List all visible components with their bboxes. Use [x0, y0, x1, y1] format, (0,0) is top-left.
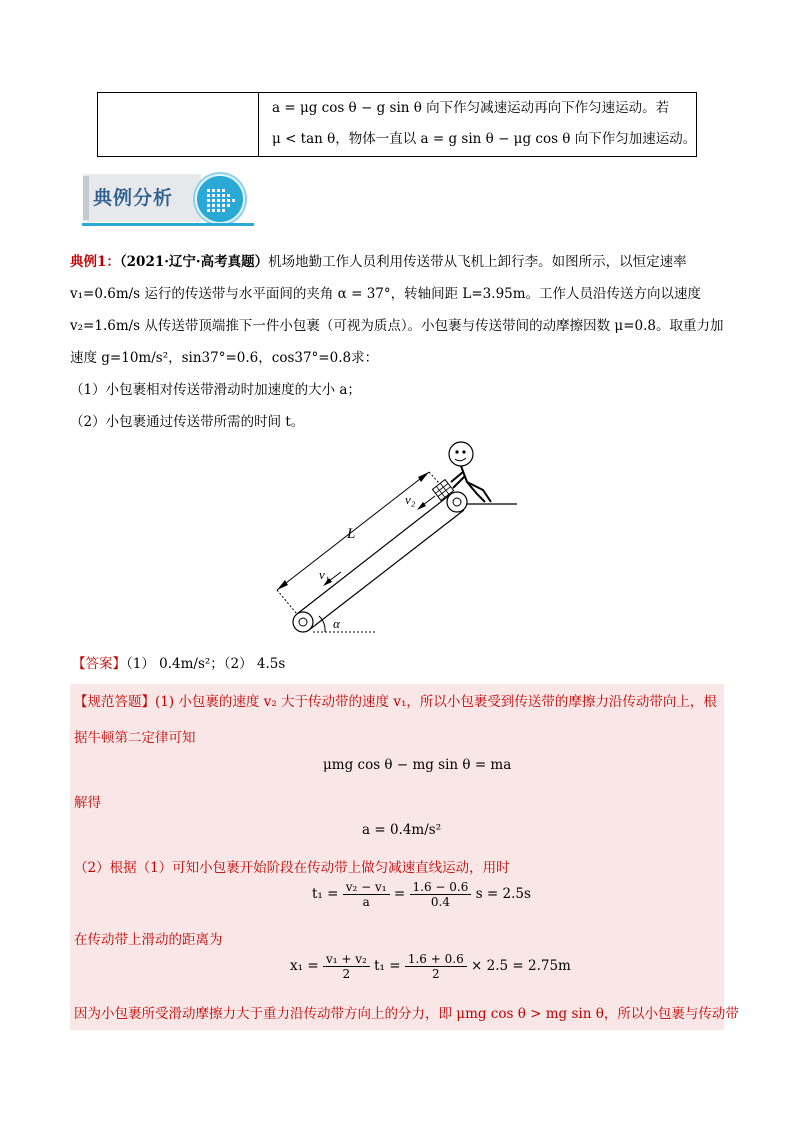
equation-1: μmg cos θ − mg sin θ = ma [323, 757, 512, 773]
eq4-den1: 2 [342, 967, 351, 981]
eq3-den2: 0.4 [430, 895, 450, 909]
example-label: 典例1： [70, 254, 120, 270]
eq4-num1: v₁ + v₂ [323, 952, 370, 967]
belt-top-edge [297, 494, 451, 614]
length-arrow-top [418, 472, 429, 482]
section-banner [83, 170, 253, 226]
example-source: （2021·辽宁·高考真题） [119, 254, 269, 270]
banner-shade [83, 176, 89, 220]
example-line-3: v₂=1.6m/s 从传送带顶端推下一件小包裹（可视为质点）。小包裹与传送带间的动摩擦因数 μ=0.8。取重力加 [70, 318, 724, 334]
eq3-num2: 1.6 − 0.6 [410, 880, 472, 895]
top-roller-axle [453, 498, 461, 506]
example-line-2: v₁=0.6m/s 运行的传送带与水平面间的夹角 α = 37°，转轴间距 L=3.95m。工作人员沿传送方向以速度 [70, 286, 702, 302]
eq3-rhs: s = 2.5s [475, 886, 531, 902]
length-ext-bottom [277, 590, 297, 614]
label-alpha: α [333, 616, 340, 631]
question-1: （1）小包裹相对传送带滑动时加速度的大小 a； [70, 382, 361, 398]
solution-line-4: （2）根据（1）可知小包裹开始阶段在传动带上做匀减速直线运动，用时 [74, 860, 510, 876]
eq3-lhs: t₁ = [312, 886, 339, 902]
label-L: L [347, 526, 356, 542]
answer-line [72, 652, 285, 672]
eq4-rhs: × 2.5 = 2.75m [471, 958, 571, 974]
eq3-fraction-1 [343, 880, 390, 909]
solution-text-1: (1) 小包裹的速度 v₂ 大于传动带的速度 v₁，所以小包裹受到传送带的摩擦力沿传动带向上，根 [155, 694, 717, 710]
equation-3 [312, 880, 531, 909]
table-line-1: a = μg cos θ − g sin θ 向下作匀减速运动再向下作匀速运动。若 [272, 100, 670, 116]
eq3-num1: v₂ − v₁ [343, 880, 390, 895]
bottom-roller-axle [299, 618, 307, 626]
table-fragment [97, 92, 697, 157]
eq3-equals: = [393, 886, 406, 902]
dots-grid-icon [195, 174, 245, 224]
solution-label: 【规范答题】 [74, 694, 155, 710]
conveyor-figure [255, 432, 545, 642]
eq3-fraction-2 [410, 880, 472, 909]
solution-line-2: 据牛顿第二定律可知 [74, 730, 196, 746]
answer-text: （1） 0.4m/s²；（2） 4.5s [126, 656, 286, 672]
eq4-num2: 1.6 + 0.6 [405, 952, 467, 967]
example-text-1: 机场地勤工作人员利用传送带从飞机上卸行李。如图所示，以恒定速率 [268, 254, 687, 270]
banner-underline [82, 223, 254, 226]
table-line-2: μ < tan θ，物体一直以 a = g sin θ − μg cos θ 向下作匀加速运动。 [272, 131, 697, 147]
label-v1: v₁ [319, 567, 330, 582]
section-title: 典例分析 [93, 187, 174, 209]
eq4-fraction-2 [405, 952, 467, 981]
question-2: （2）小包裹通过传送带所需的时间 t。 [70, 414, 305, 430]
solution-line-1 [74, 690, 717, 710]
eq4-fraction-1 [323, 952, 370, 981]
belt-bottom-edge [309, 510, 464, 630]
eq4-lhs: x₁ = [290, 958, 319, 974]
example-line-1 [70, 250, 687, 270]
label-v2: v₂ [405, 492, 416, 507]
equation-4 [290, 952, 571, 981]
solution-line-3: 解得 [74, 795, 101, 811]
length-arrow-bottom [277, 580, 288, 590]
answer-label: 【答案】 [72, 656, 126, 672]
example-line-4: 速度 g=10m/s²，sin37°=0.6，cos37°=0.8求： [70, 350, 379, 366]
equation-2: a = 0.4m/s² [362, 822, 442, 838]
solution-line-6: 因为小包裹所受滑动摩擦力大于重力沿传动带方向上的分力，即 μmg cos θ > mg sin θ，所以小包裹与传动带 [74, 1006, 739, 1022]
table-divider [258, 93, 259, 156]
solution-line-5: 在传动带上滑动的距离为 [74, 932, 223, 948]
eq4-den2: 2 [431, 967, 440, 981]
eq4-mid: t₁ = [374, 958, 401, 974]
eq3-den1: a [362, 895, 370, 909]
